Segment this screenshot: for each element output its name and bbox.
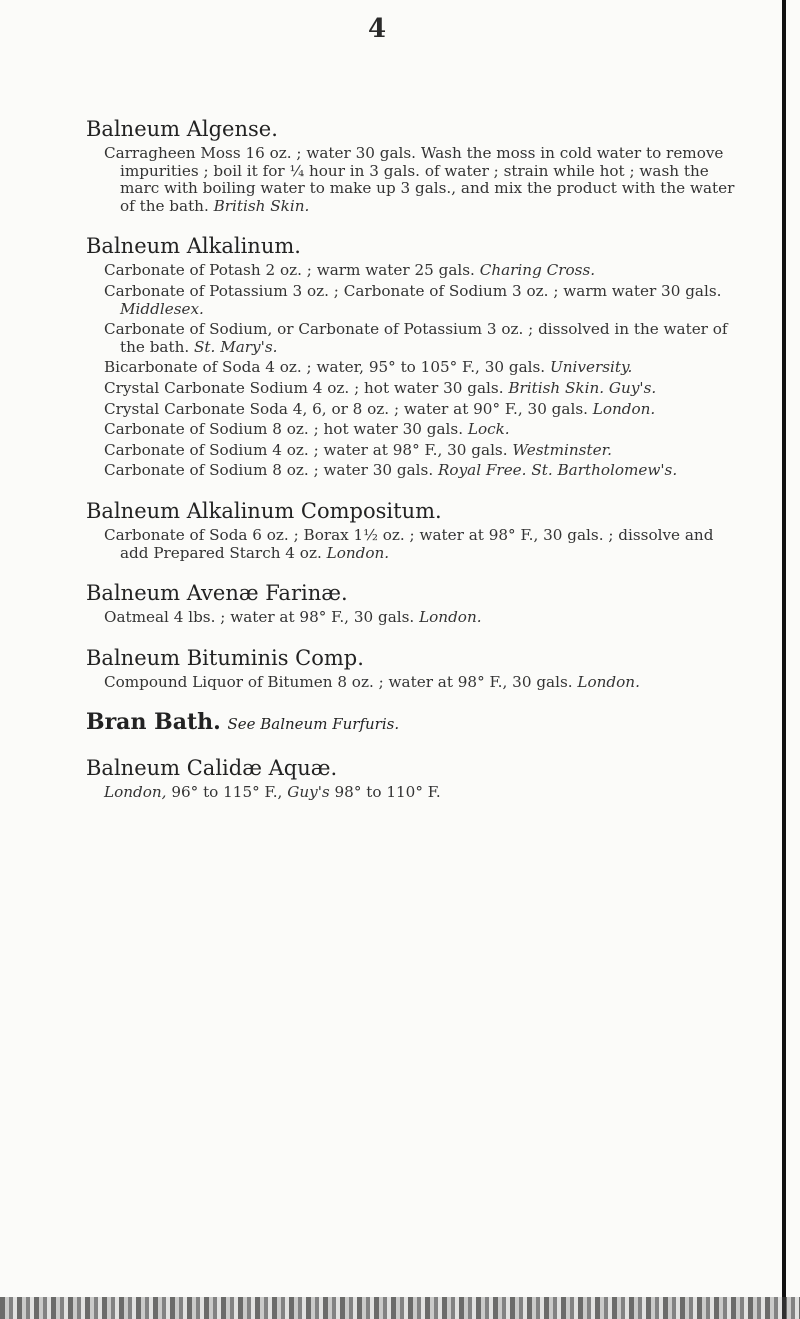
- recipe-source: St. Mary's.: [194, 337, 278, 356]
- recipe-paragraph: [104, 462, 746, 480]
- recipe-text: Carbonate of Sodium 8 oz. ; water 30 gals.: [104, 461, 434, 480]
- entry-title: Bran Bath.: [86, 709, 221, 736]
- recipe-source: British Skin. Guy's.: [508, 378, 657, 397]
- recipe-paragraph: [104, 674, 746, 692]
- recipe-source: Lock.: [467, 420, 510, 439]
- recipe-paragraph: [104, 262, 746, 280]
- entry-title-row: [86, 709, 746, 737]
- page-number: 4: [368, 14, 388, 44]
- recipe-source: Westminster.: [512, 440, 612, 459]
- page-edge-rule: [782, 0, 786, 1319]
- recipe-paragraph: [104, 380, 746, 398]
- recipe-source: Charing Cross.: [479, 261, 596, 280]
- entry-title: Balneum Avenæ Farinæ.: [86, 581, 348, 606]
- entry-balneum-calidae-aquae: [86, 755, 746, 802]
- entry-balneum-alkalinum: [86, 233, 746, 480]
- recipe-text: 96° to 115° F.,: [171, 783, 283, 802]
- entry-title: Balneum Alkalinum Compositum.: [86, 498, 442, 523]
- recipe-paragraph: [104, 401, 746, 419]
- recipe-source: Middlesex.: [120, 299, 204, 318]
- recipe-paragraph: [104, 321, 746, 356]
- recipe-paragraph: [104, 359, 746, 377]
- recipe-source: London.: [577, 672, 640, 691]
- recipe-text: Oatmeal 4 lbs. ; water at 98° F., 30 gals.: [104, 608, 415, 627]
- recipe-source: London.: [419, 608, 482, 627]
- recipe-text: Crystal Carbonate Soda 4, 6, or 8 oz. ; water at 90° F., 30 gals.: [104, 399, 588, 418]
- recipe-text: Carragheen Moss 16 oz. ; water 30 gals. Wash the moss in cold water to remove impurities ; boil it for ¼ hour in 3 gals. of water ; strain while hot ; wash the marc with boiling water to make up 3 gals., and mix the product with the water of the bath.: [104, 144, 735, 215]
- entry-balneum-alkalinum-compositum: [86, 498, 746, 562]
- recipe-paragraph: [104, 283, 746, 318]
- entry-title: Balneum Algense.: [86, 117, 278, 141]
- recipe-text: Bicarbonate of Soda 4 oz. ; water, 95° to 105° F., 30 gals.: [104, 358, 546, 377]
- recipe-source: Guy's: [287, 783, 330, 802]
- recipe-text: Carbonate of Sodium, or Carbonate of Potassium 3 oz. ; dissolved in the water of the bath.: [104, 320, 728, 356]
- recipe-text: Compound Liquor of Bitumen 8 oz. ; water at 98° F., 30 gals.: [104, 672, 573, 691]
- recipe-text: Crystal Carbonate Sodium 4 oz. ; hot water 30 gals.: [104, 378, 504, 397]
- recipe-text: Carbonate of Potassium 3 oz. ; Carbonate of Sodium 3 oz. ; warm water 30 gals.: [104, 281, 722, 300]
- recipe-source: Royal Free. St. Bartholomew's.: [438, 461, 678, 480]
- recipe-paragraph: [104, 145, 746, 215]
- recipe-paragraph: [104, 527, 746, 562]
- entry-balneum-bituminis-comp: [86, 645, 746, 692]
- entry-balneum-algense: [86, 116, 746, 215]
- scan-bottom-edge: [0, 1297, 800, 1319]
- recipe-source: London.: [592, 399, 656, 418]
- recipe-text: Carbonate of Sodium 8 oz. ; hot water 30 gals.: [104, 420, 464, 439]
- recipe-text: Carbonate of Sodium 4 oz. ; water at 98° F., 30 gals.: [104, 440, 508, 459]
- recipe-paragraph: [104, 784, 746, 802]
- recipe-paragraph: [104, 442, 746, 460]
- recipe-paragraph: [104, 609, 746, 627]
- recipe-text: 98° to 110° F.: [334, 783, 441, 802]
- entry-bran-bath: [86, 709, 746, 737]
- recipe-source: London,: [104, 783, 167, 802]
- cross-reference: See Balneum Furfuris.: [227, 715, 400, 734]
- recipe-text: Carbonate of Potash 2 oz. ; warm water 25 gals.: [104, 261, 475, 280]
- recipe-paragraph: [104, 421, 746, 439]
- entry-title: Balneum Alkalinum.: [86, 234, 301, 259]
- entry-balneum-avenae-farinae: [86, 580, 746, 627]
- recipe-source: London.: [326, 543, 390, 562]
- page-content: [86, 116, 746, 820]
- recipe-source: University.: [549, 358, 633, 377]
- entry-title: Balneum Bituminis Comp.: [86, 645, 364, 670]
- entry-title: Balneum Calidæ Aquæ.: [86, 756, 338, 781]
- recipe-source: British Skin.: [213, 196, 310, 215]
- recipe-text: Carbonate of Soda 6 oz. ; Borax 1½ oz. ; water at 98° F., 30 gals. ; dissolve and add Prepared Starch 4 oz.: [104, 525, 714, 562]
